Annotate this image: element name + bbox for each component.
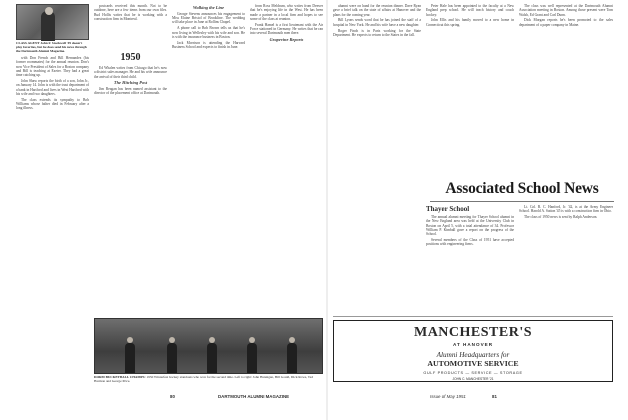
class-year-heading: 1950 (120, 52, 141, 63)
section-heading: Walking the Line (192, 5, 225, 10)
column-7 (519, 4, 613, 174)
manchesters-advertisement (333, 320, 613, 382)
paragraph: Several members of the Class of 1951 have accepted positions with engineering firms. (426, 238, 514, 247)
paragraph: John Ellis and his family moved to a new home in Connecticut this spring. (426, 18, 514, 27)
photo-head (169, 337, 175, 343)
paragraph: Peter Hale has been appointed to the faculty at a New England prep school. He will teach history and coach hockey. (426, 4, 514, 17)
team-photo-caption (94, 375, 323, 383)
paragraph: Jack Morrison is attending the Harvard Business School and expects to finish in June. (172, 40, 245, 50)
paragraph: Lt. Col. R. C. Hanford, Jr. '42, is at the Army Engineer School. Harold A. Sutton '45 is with a construction firm in Ohio. (519, 205, 613, 214)
photo-head (127, 337, 133, 343)
ad-business-name: MANCHESTER'S (413, 325, 533, 340)
paragraph: Jim Reagan has been named assistant to the director of the placement office at Dartmouth. (94, 86, 167, 95)
ad-products: GULF PRODUCTS — SERVICE — STORAGE (423, 371, 523, 375)
paragraph: postcards received this month. Not to be outdone, here are a few items from our own files. Bud Hollis writes that he is working with a construction firm in Montreal. (94, 4, 167, 21)
photo-head (209, 337, 215, 343)
thayer-school-text (426, 215, 514, 310)
paragraph: The annual alumni meeting for Thayer School alumni in the New England area was held at the University Club in Boston on April 5, with a total attendance of 34. Professor William P. Kimball gave a report on the progress of the School. (426, 215, 514, 237)
paragraph: John Shaw reports the birth of a son, John Jr., on January 14. John is with the trust department of a bank in Hartford and lives in West Hartford with his wife and two daughters. (16, 79, 89, 96)
thayer-school-heading: Thayer School (426, 205, 470, 213)
page-number-left: 80 (170, 394, 175, 399)
caption-text: 1950 Winterfest hockey standouts who won for the second time. Left to right: John Hannigan, Bill Gould, Dick Rowe, Ted Harmon and George Price. (94, 375, 313, 383)
photo-head (249, 337, 255, 343)
associated-school-news-banner: Associated School News (445, 180, 599, 197)
paragraph: The class of 1950 news is sent by Ralph Anderson. (524, 215, 598, 220)
page-number-right: 81 (492, 394, 497, 399)
page-gutter (326, 0, 328, 420)
paragraph: A phone call to Bob Brown tells us that he's now living in Wellesley with his wife and son. He is with the insurance business in Boston. (172, 26, 245, 39)
photo-person (125, 343, 135, 373)
ad-tagline: Alumni Headquarters for (436, 351, 510, 359)
paragraph: from Ross Meldrum, who writes from Denver that he's enjoying life in the West. He has been made a partner in a local firm and hopes to see some of the class at reunion. (250, 4, 323, 21)
photo-person (167, 343, 177, 373)
photo-figure (41, 11, 55, 41)
banner-rule (430, 201, 614, 202)
paragraph: Roger Finch is in Paris working for the State Department. He expects to return to the States in the fall. (333, 28, 421, 37)
column-1 (16, 56, 89, 112)
column-6 (426, 4, 514, 174)
paragraph: The class extends its sympathy to Bob Williams whose father died in February after a long illness. (16, 97, 89, 111)
photo-head (289, 337, 295, 343)
magazine-name: DARTMOUTH ALUMNI MAGAZINE (218, 394, 290, 399)
ad-rule (333, 316, 613, 317)
issue-date: Issue of May 1951 (430, 394, 466, 399)
team-photo (94, 318, 323, 374)
photo-person (207, 343, 217, 373)
paragraph: alumni were on hand for the reunion dinner. Dave Ryan gave a brief talk on the state of affairs at Hanover and the plans for the coming year. (333, 4, 421, 17)
class-agent-photo (16, 4, 89, 40)
column-4 (250, 4, 323, 314)
column-2 (94, 4, 167, 23)
paragraph: Dick Morgan reports he's been promoted to the sales department of a paper company in Maine. (519, 18, 613, 27)
column-2-lower (94, 66, 167, 316)
column-3 (172, 4, 245, 314)
ad-proprietor: JOHN C. MANCHESTER '21 (452, 377, 494, 381)
paragraph: with Don French and Bill Hernandez (his former roommates) for the annual reunion. Don's now Vice President of Sales for a Boston company and Bill is teaching at Exeter. They had a great time catching up. (16, 56, 89, 78)
paragraph: Ed Whalen writes from Chicago that he's now a district sales manager. He and his wife announce the arrival of their third child. (94, 66, 167, 79)
ad-location: AT HANOVER (452, 342, 494, 347)
paragraph: The class was well represented at the Dartmouth Alumni Association meeting in Boston. Among those present were Tom Walsh, Ed Grant and Carl Dunn. (519, 4, 613, 17)
column-5 (333, 4, 421, 309)
column-7-lower (519, 205, 613, 310)
photo-face (45, 7, 53, 15)
paragraph: Bill Lyons sends word that he has joined the staff of a hospital in New York. He and his wife have a new daughter. (333, 18, 421, 27)
photo-person (247, 343, 257, 373)
ad-service: AUTOMOTIVE SERVICE (427, 359, 519, 368)
caption-lead: DORM BUCKETBALL CHAMPS: (94, 375, 146, 379)
paragraph: George Stevens announces his engagement to Miss Elaine Bristol of Brookline. The wedding will take place in June at Rollins Chapel. (172, 11, 245, 25)
section-heading: Grapevine Reports (269, 36, 304, 42)
section-heading: The Hitching Post (113, 79, 148, 85)
paragraph: Frank Hamel is a first lieutenant with the Air Force stationed in Germany. He writes that he ran into several Dartmouth men there. (250, 22, 323, 36)
class-agent-caption: CLASS AGENT John F. Stockwell '49 doesn't play favorites, but he does send his news through the Dartmouth Alumni Magazine. (16, 41, 87, 53)
photo-person (287, 343, 297, 373)
